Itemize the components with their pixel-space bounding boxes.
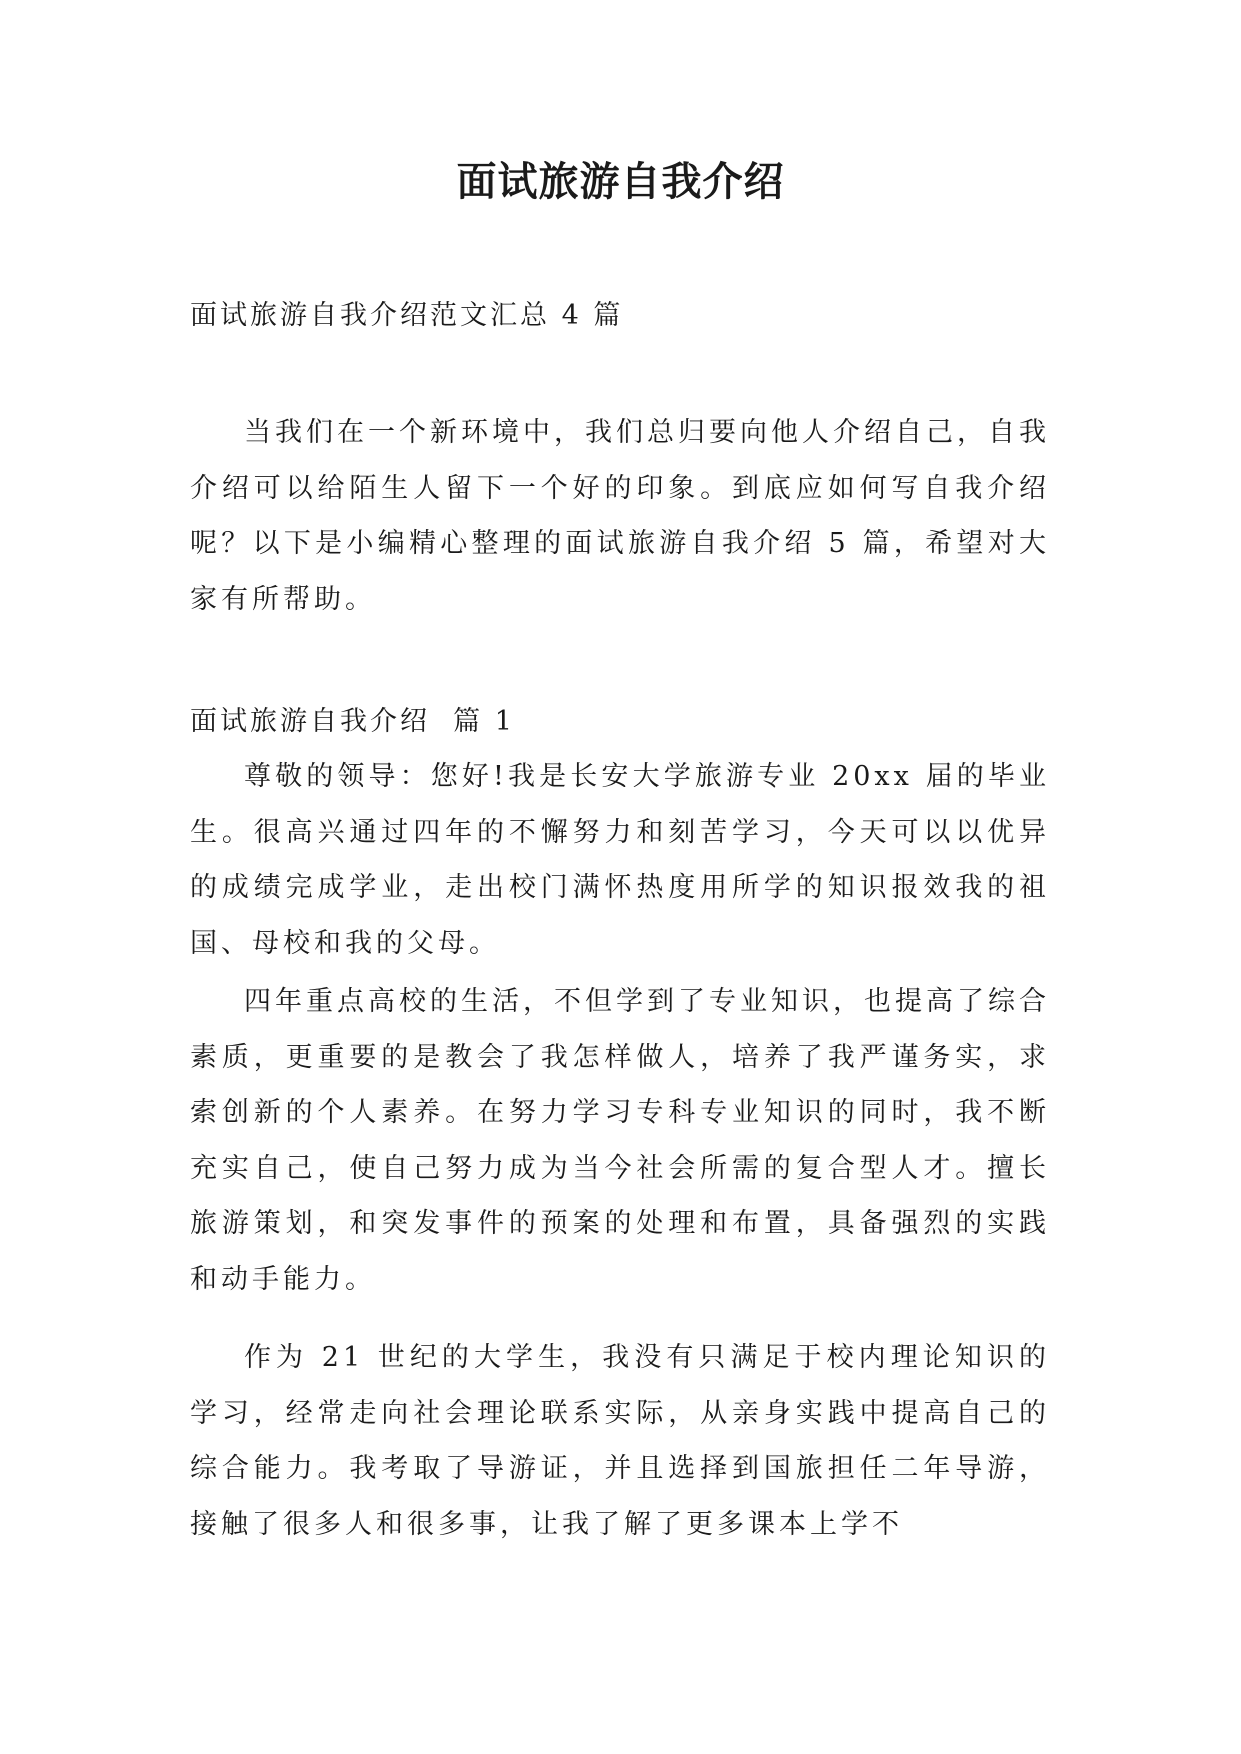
body-paragraph: 作为 21 世纪的大学生，我没有只满足于校内理论知识的学习，经常走向社会理论联系实际，从亲身实践中提高自己的综合能力。我考取了导游证，并且选择到国旅担任二年导游，接触了很多人和很多事，让我了解了更多课本上学不 — [190, 1342, 1050, 1540]
body-paragraph: 尊敬的领导：您好!我是长安大学旅游专业 20xx 届的毕业生。很高兴通过四年的不懈努力和刻苦学习，今天可以以优异的成绩完成学业，走出校门满怀热度用所学的知识报效我的祖国、母校和我的父母。 — [190, 761, 1050, 959]
section-number: 篇 1 — [453, 706, 515, 737]
section-heading — [190, 702, 515, 742]
section-heading-text: 面试旅游自我介绍 — [190, 706, 430, 737]
body-paragraph: 四年重点高校的生活，不但学到了专业知识，也提高了综合素质，更重要的是教会了我怎样做人，培养了我严谨务实，求索创新的个人素养。在努力学习专科专业知识的同时，我不断充实自己，使自己努力成为当今社会所需的复合型人才。擅长旅游策划，和突发事件的预案的处理和布置，具备强烈的实践和动手能力。 — [190, 986, 1050, 1295]
intro-paragraph: 当我们在一个新环境中，我们总归要向他人介绍自己，自我介绍可以给陌生人留下一个好的印象。到底应如何写自我介绍呢？以下是小编精心整理的面试旅游自我介绍 5 篇，希望对大家有所帮助。 — [190, 417, 1050, 615]
document-subtitle: 面试旅游自我介绍范文汇总 4 篇 — [190, 300, 624, 331]
document-title: 面试旅游自我介绍 — [456, 159, 785, 205]
